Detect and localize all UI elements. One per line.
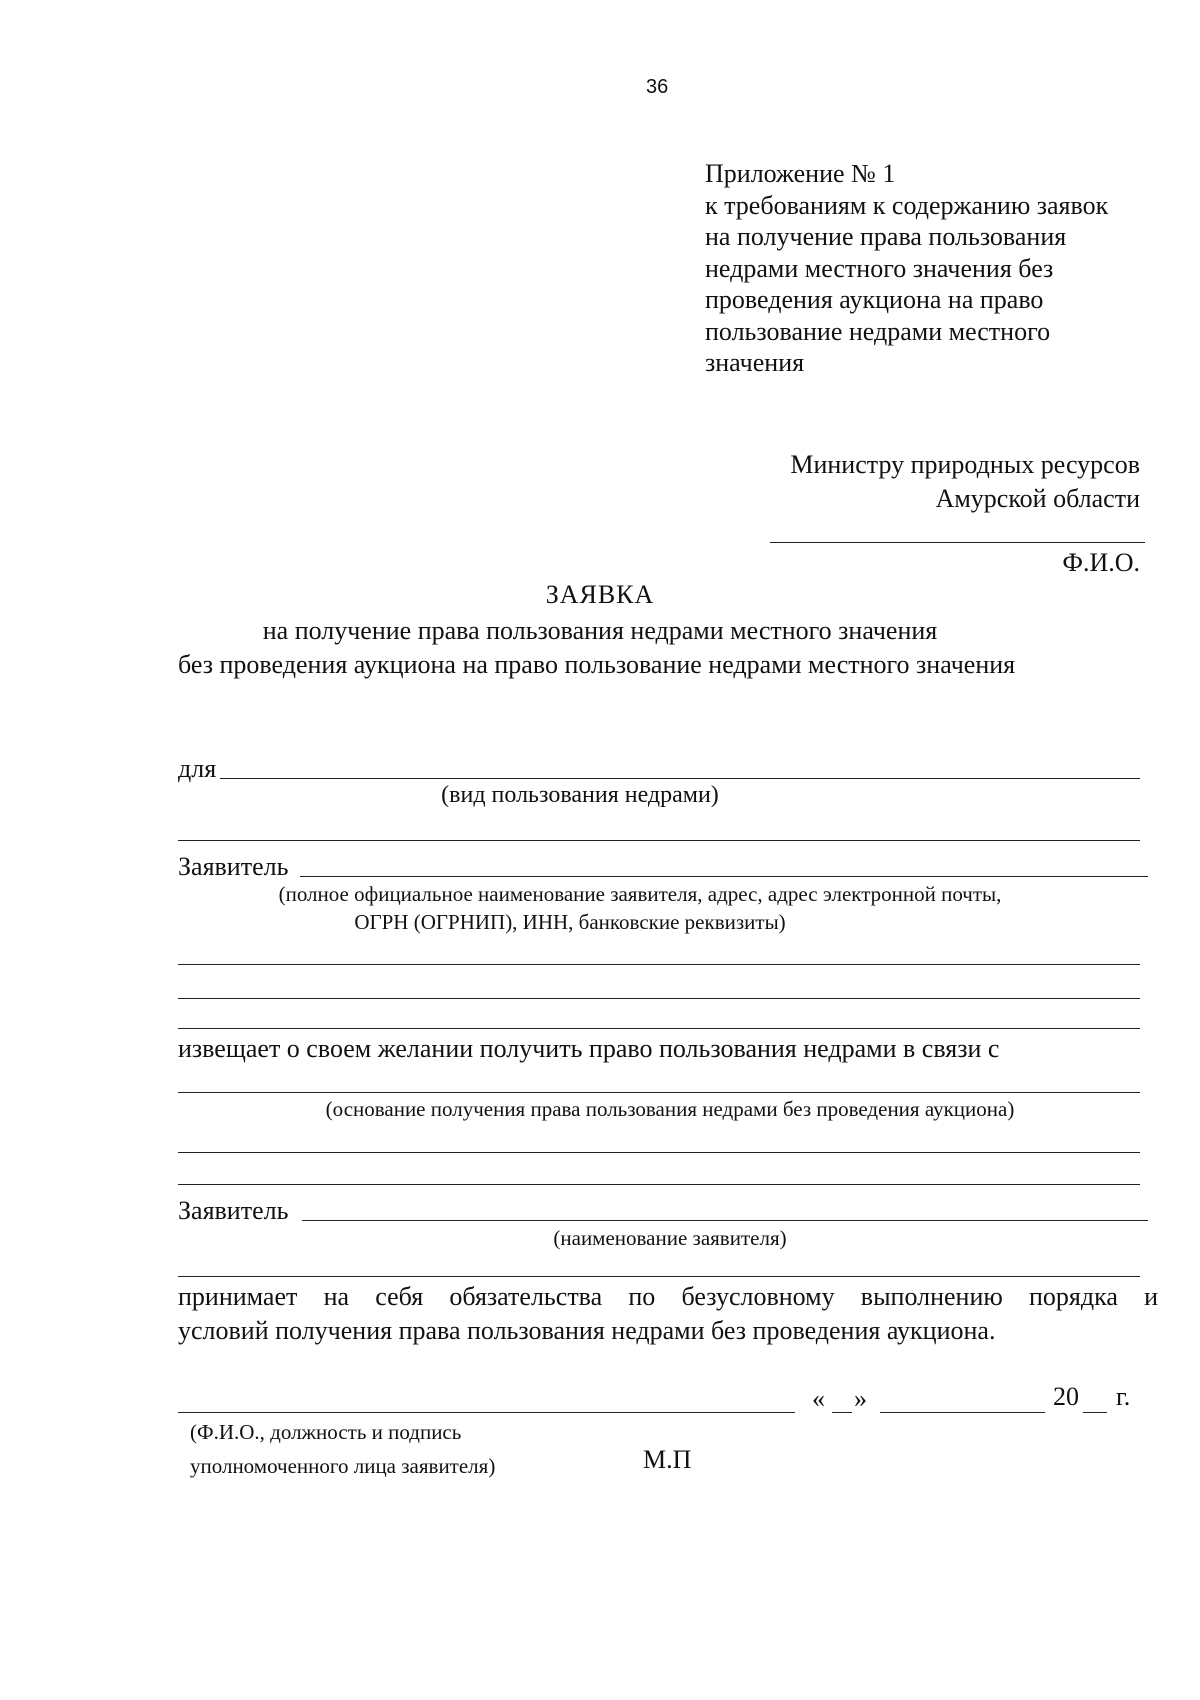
- obligation-line2: условий получения права пользования недрами без проведения аукциона.: [178, 1316, 996, 1345]
- obligation-line1: принимает на себя обязательства по безусловному выполнению порядка и: [178, 1282, 1158, 1311]
- basis-extra-line-2[interactable]: [178, 1184, 1140, 1185]
- applicant-label: Заявитель: [178, 852, 289, 881]
- stamp-placeholder: М.П: [643, 1445, 692, 1474]
- appendix-line: на получение права пользования: [705, 222, 1067, 251]
- basis-line[interactable]: [178, 1092, 1140, 1093]
- usage-extra-line[interactable]: [178, 840, 1140, 841]
- applicant2-label: Заявитель: [178, 1196, 289, 1225]
- signature-hint-line1: (Ф.И.О., должность и подпись: [190, 1420, 462, 1444]
- applicant2-hint: (наименование заявителя): [553, 1226, 787, 1250]
- usage-type-hint: (вид пользования недрами): [441, 782, 719, 808]
- applicant-name-line[interactable]: [302, 1220, 1148, 1221]
- applicant-hint-line1: (полное официальное наименование заявителя, адрес, адрес электронной почты,: [278, 882, 1002, 906]
- applicant-name-extra-line[interactable]: [178, 1276, 1140, 1277]
- document-title: ЗАЯВКА: [545, 580, 655, 609]
- document-subtitle-line1: на получение права пользования недрами местного значения: [262, 616, 938, 645]
- document-subtitle-line2: без проведения аукциона на право пользование недрами местного значения: [178, 650, 1016, 679]
- fio-label: Ф.И.О.: [1062, 548, 1140, 577]
- appendix-line: недрами местного значения без: [705, 253, 1054, 283]
- year-suffix: г.: [1116, 1382, 1131, 1411]
- applicant-extra-line-3[interactable]: [178, 1028, 1140, 1029]
- addressee-line1: Министру природных ресурсов: [790, 450, 1140, 479]
- applicant-extra-line-2[interactable]: [178, 998, 1140, 999]
- appendix-line: пользование недрами местного: [705, 316, 1051, 346]
- applicant-extra-line-1[interactable]: [178, 964, 1140, 965]
- date-day-line[interactable]: [832, 1412, 852, 1413]
- appendix-block: [705, 158, 1108, 379]
- addressee-line2: Амурской области: [935, 484, 1140, 513]
- appendix-line: значения: [705, 348, 805, 377]
- signature-line[interactable]: [178, 1412, 795, 1413]
- signature-hint-line2: уполномоченного лица заявителя): [190, 1454, 496, 1478]
- applicant-hint-line2: ОГРН (ОГРНИП), ИНН, банковские реквизиты): [354, 910, 786, 934]
- date-open-quote: «: [812, 1384, 825, 1413]
- appendix-line: проведения аукциона на право: [705, 285, 1044, 314]
- appendix-line: Приложение № 1: [705, 159, 896, 188]
- appendix-line: к требованиям к содержанию заявок: [705, 190, 1109, 220]
- date-close-quote: »: [854, 1384, 867, 1413]
- basis-hint: (основание получения права пользования недрами без проведения аукциона): [325, 1097, 1015, 1121]
- usage-type-line[interactable]: [220, 778, 1140, 779]
- fio-input-line[interactable]: [770, 542, 1145, 543]
- applicant-full-name-line[interactable]: [300, 876, 1148, 877]
- basis-extra-line-1[interactable]: [178, 1152, 1140, 1153]
- page-number: 36: [646, 76, 669, 98]
- for-label: для: [178, 754, 217, 783]
- notice-text: извещает о своем желании получить право пользования недрами в связи с: [178, 1034, 1000, 1063]
- year-suffix-line[interactable]: [1083, 1412, 1107, 1413]
- date-month-line[interactable]: [880, 1412, 1045, 1413]
- year-prefix: 20: [1053, 1382, 1079, 1411]
